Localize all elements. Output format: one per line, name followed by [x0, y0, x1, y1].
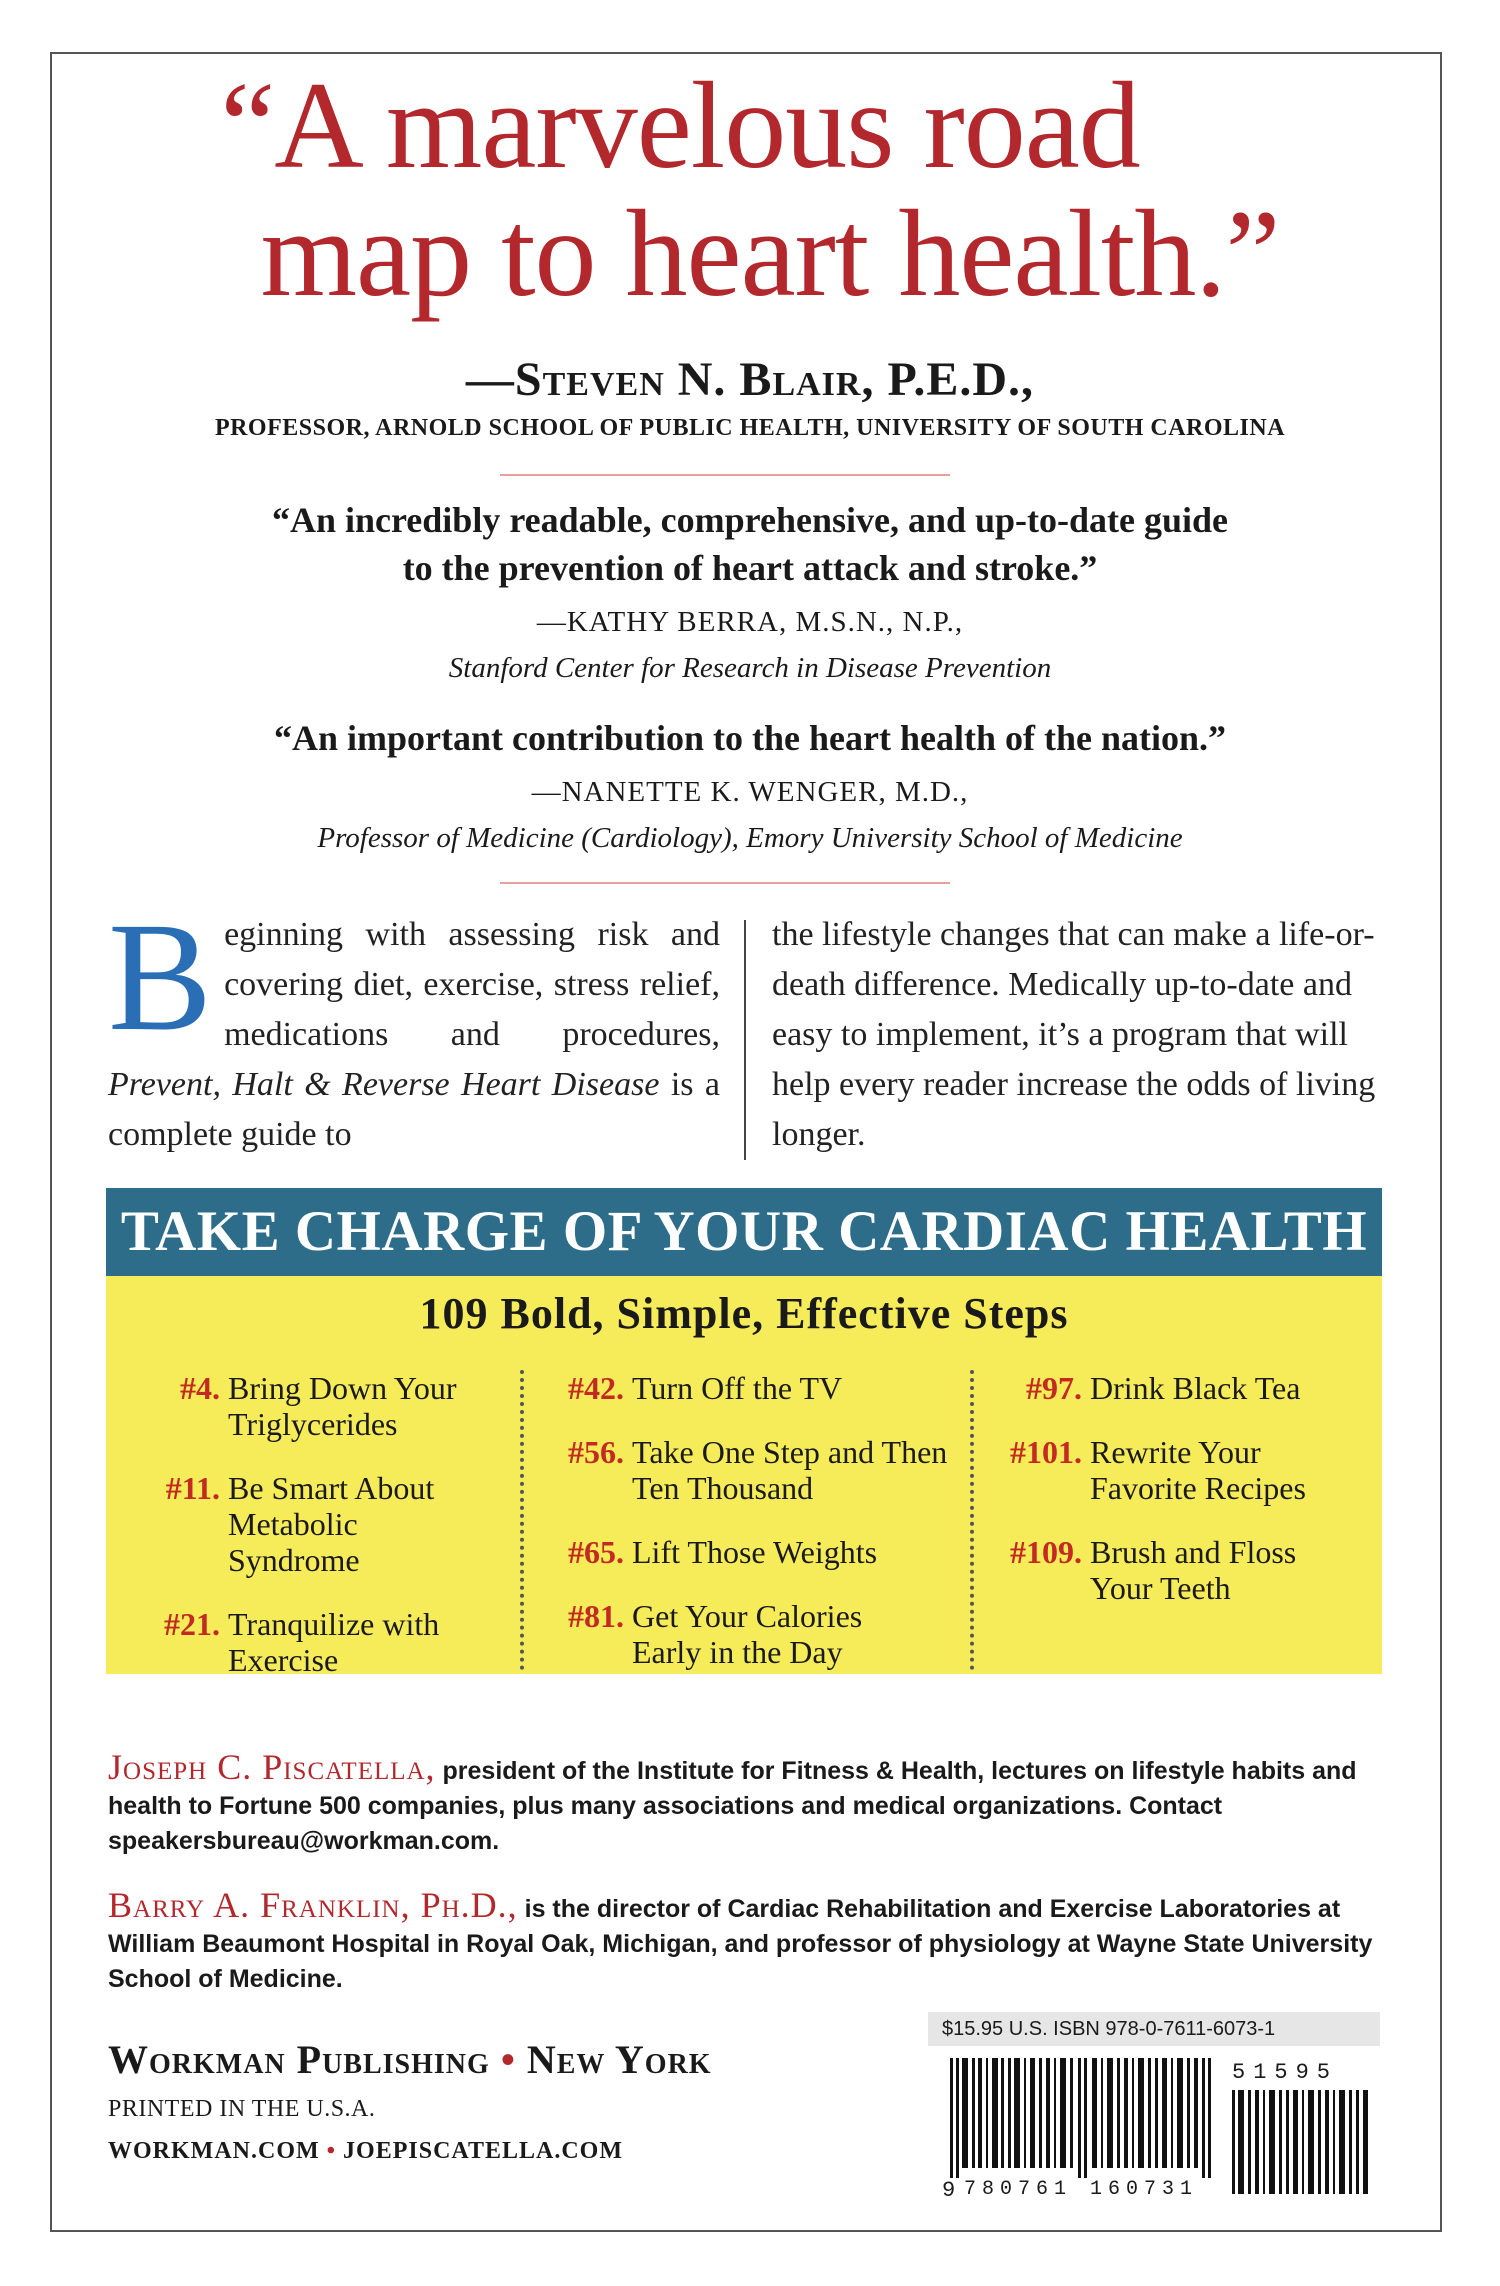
description-right-column: the lifestyle changes that can make a life-or-death difference. Medically up-to-date and easy to implement, it’s a program that will help every reader increase the odds of living longer. [772, 916, 1376, 1153]
website-link[interactable]: WORKMAN.COM [108, 2138, 320, 2164]
blair-title: PROFESSOR, ARNOLD SCHOOL OF PUBLIC HEALTH, UNIVERSITY OF SOUTH CAROLINA [214, 415, 1286, 441]
step-text: Lift Those Weights [632, 1534, 878, 1570]
step-text: Take One Step and Then Ten Thousand [632, 1434, 948, 1506]
printed-in: PRINTED IN THE U.S.A. [108, 2096, 376, 2122]
publisher-name: Workman Publishing [108, 2037, 490, 2082]
step-item [568, 1434, 952, 1506]
divider-rule [500, 882, 950, 884]
publisher-line [108, 2036, 712, 2083]
main-quote [100, 57, 1420, 322]
author-bio-text: president of the Institute for Fitness & Health, lectures on lifestyle habits and health to Fortune 500 companies, plus many associations and medical organizations. Contact speakersbureau@workman.com. [108, 1757, 1357, 1855]
wenger-quote: “An important contribution to the heart health of the nation.” [274, 718, 1226, 758]
description-text: is a complete guide to [108, 1066, 720, 1153]
barcode-digits: 780761 160731 [964, 2178, 1199, 2201]
step-number: #81. [568, 1598, 624, 1634]
description-left-column [108, 890, 720, 1160]
price-barcode [1232, 2090, 1382, 2200]
step-text: Get Your Calories Early in the Day [632, 1598, 863, 1670]
step-number: #101. [1010, 1434, 1082, 1470]
step-item [165, 1470, 488, 1578]
step-number: #109. [1010, 1534, 1082, 1570]
step-item [164, 1606, 448, 1678]
step-text: Be Smart About Metabolic Syndrome [228, 1470, 435, 1578]
author-name: Joseph C. Piscatella, [108, 1747, 436, 1787]
dotted-divider [520, 1370, 524, 1670]
author-bio-text: is the director of Cardiac Rehabilitation and Exercise Laboratories at William Beaumont Hospital in Royal Oak, Michigan, and professor of physiology at Wayne State University School of Medicine. [108, 1895, 1373, 1993]
bullet-separator: • [326, 2138, 337, 2164]
step-number: #97. [1026, 1370, 1082, 1406]
steps-heading: 109 Bold, Simple, Effective Steps [419, 1289, 1069, 1338]
author-bio [108, 1885, 1398, 1997]
step-text: Rewrite Your Favorite Recipes [1090, 1434, 1306, 1506]
barcode-lead-digit: 9 [942, 2178, 964, 2203]
step-number: #56. [568, 1434, 624, 1470]
step-number: #65. [568, 1534, 624, 1570]
berra-attribution: —KATHY BERRA, M.S.N., N.P., [536, 606, 964, 638]
blair-attribution: —Steven N. Blair, P.E.D., [465, 353, 1035, 406]
book-title: Prevent, Halt & Reverse Heart Disease [108, 1066, 660, 1103]
step-text: Drink Black Tea [1090, 1370, 1301, 1406]
web-links [108, 2138, 623, 2165]
step-text: Turn Off the TV [632, 1370, 843, 1406]
step-item [568, 1370, 952, 1406]
price-isbn: $15.95 U.S. ISBN 978-0-7611-6073-1 [928, 2012, 1380, 2046]
berra-quote-line2: to the prevention of heart attack and stroke.” [402, 548, 1098, 588]
banner-title: TAKE CHARGE OF YOUR CARDIAC HEALTH [106, 1188, 1382, 1276]
main-quote-line2: map to heart health.” [260, 185, 1280, 322]
wenger-attribution: —NANETTE K. WENGER, M.D., [531, 776, 969, 808]
step-item [568, 1534, 952, 1570]
berra-institution: Stanford Center for Research in Disease Prevention [448, 652, 1052, 684]
step-text: Brush and Floss Your Teeth [1090, 1534, 1297, 1606]
divider-rule [500, 474, 950, 476]
step-item [180, 1370, 498, 1442]
step-number: #4. [180, 1370, 220, 1406]
publisher-city: New York [526, 2037, 712, 2082]
berra-quote-line1: “An incredibly readable, comprehensive, and up-to-date guide [271, 500, 1229, 540]
barcode-supplement-digits: 51595 [1232, 2060, 1339, 2085]
column-divider [744, 920, 746, 1160]
step-number: #42. [568, 1370, 624, 1406]
main-quote-line1: “A marvelous road [220, 57, 1140, 194]
step-item [1026, 1370, 1370, 1406]
drop-cap: B [108, 890, 213, 1063]
author-bio [108, 1747, 1398, 1859]
step-item [1010, 1534, 1350, 1606]
step-text: Tranquilize with Exercise [228, 1606, 440, 1678]
step-text: Bring Down Your Triglycerides [228, 1370, 457, 1442]
step-item [568, 1598, 932, 1670]
dotted-divider [970, 1370, 974, 1670]
wenger-institution: Professor of Medicine (Cardiology), Emory University School of Medicine [317, 822, 1183, 854]
website-link[interactable]: JOEPISCATELLA.COM [343, 2138, 623, 2164]
bullet-separator: • [500, 2037, 516, 2082]
step-number: #11. [165, 1470, 220, 1506]
step-number: #21. [164, 1606, 220, 1642]
description-text: eginning with assessing risk and covering diet, exercise, stress relief, medications and procedures, [224, 916, 720, 1053]
step-item [1010, 1434, 1370, 1506]
author-name: Barry A. Franklin, Ph.D., [108, 1885, 518, 1925]
